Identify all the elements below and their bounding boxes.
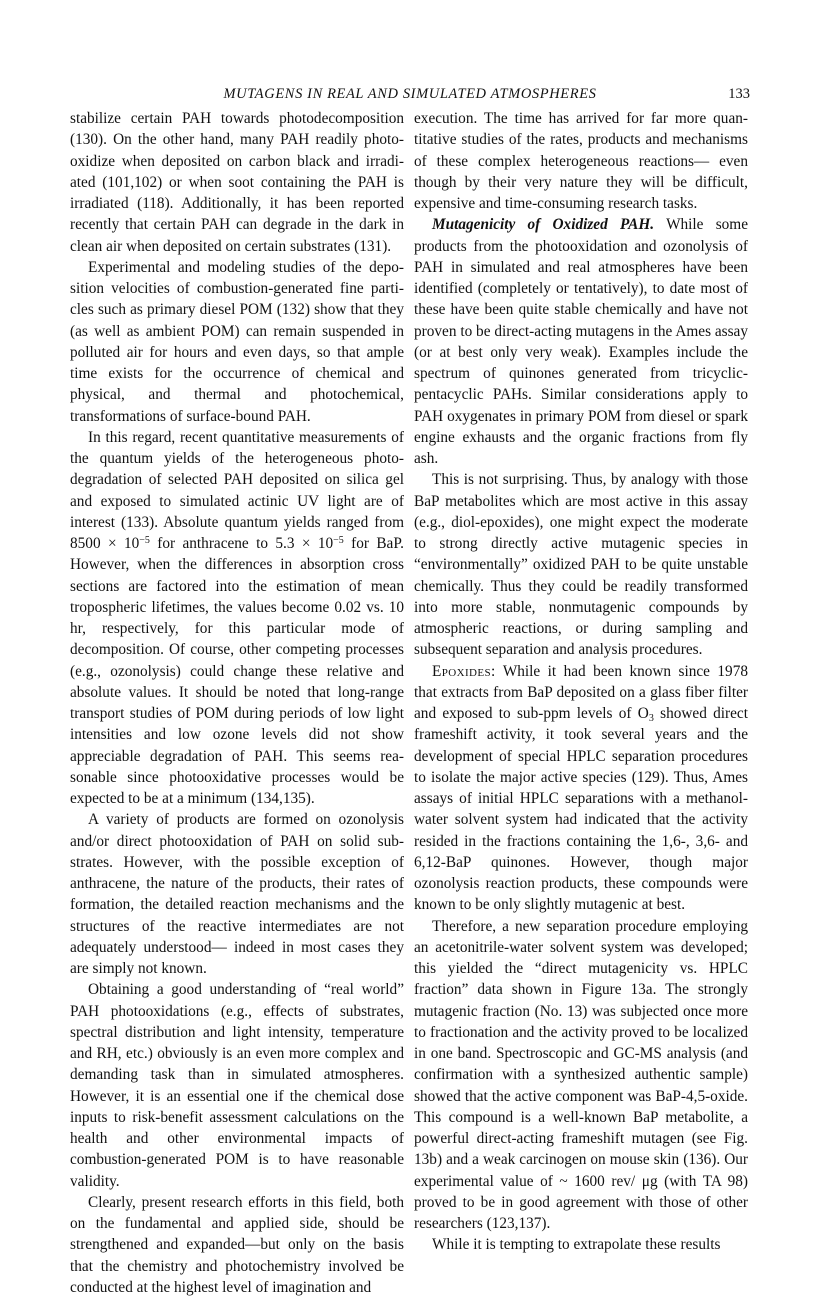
right-column <box>414 108 748 1256</box>
page-number: 133 <box>728 86 750 102</box>
paragraph: Experimental and modeling studies of the deposition velocities of combustion-generated fine particles such as primary diesel POM (132) show that they (as well as ambient POM) can remain suspended in polluted air for hours and even days, so that ample time exists for the occurrence of chemical and physical, and thermal and photochemical, transformations of surface-bound PAH. <box>70 258 404 425</box>
paragraph: This is not surprising. Thus, by analogy with those BaP metabolites which are most active in this assay (e.g., diol-epoxides), one might expect the moderate to strong directly active mutagenic species in “environmentally” oxidized PAH to be quite unstable chemically. Thus they could be readily transformed into more stable, nonmutagenic compounds by atmospheric reactions, or during sampling and subsequent separation and analysis procedures. <box>414 471 748 659</box>
paragraph: While it is tempting to extrapolate these results <box>432 1236 721 1254</box>
paragraph: Obtaining a good understanding of “real world” PAH photooxidations (e.g., effects of substrates, spectral distribution and light intensity, temperature and RH, etc.) obviously is an even more complex and demanding task than in simulated atmospheres. However, it is an essential one if the chemical dose inputs to risk-benefit assessment calculations on the health and other environmental impacts of combustion-generated POM is to have reasonable validity. <box>70 981 404 1190</box>
page-header <box>70 86 750 108</box>
text-run: While it had been known since 1978 that extracts from BaP deposited on a glass fiber filter and exposed to sub-ppm levels of O <box>414 662 748 722</box>
running-head: MUTAGENS IN REAL AND SIMULATED ATMOSPHERES <box>223 86 597 102</box>
paragraph: execution. The time has arrived for far more quantitative studies of the rates, products and mechanisms of these complex heterogeneous reactions— even though by their very nature they will be difficult, expensive and time-consuming research tasks. <box>414 110 748 212</box>
paragraph-quantum-yields <box>70 427 404 810</box>
paragraph: Therefore, a new separation procedure employing an acetonitrile-water solvent system was developed; this yielded the “direct mutagenicity vs. HPLC fraction” data shown in Figure 13a. The strongly mutagenic fraction (No. 13) was subjected once more to fractionation and the activity proved to be localized in one band. Spectroscopic and GC-MS analysis (and confirmation with a synthesized authentic sample) showed that the active component was BaP-4,5-oxide. This compound is a well-known BaP metabolite, a powerful direct-acting frameshift mutagen (see Fig. 13b) and a weak carcinogen on mouse skin (136). Our experimental value of ~ 1600 rev/ μg (with TA 98) proved to be in good agreement with those of other researchers (123,137). <box>414 917 748 1232</box>
left-column <box>70 108 404 1298</box>
text-run: showed direct frameshift activity, it took several years and the development of special HPLC separation procedures to isolate the major active species (129). Thus, Ames assays of initial HPLC separations with a methanol-water solvent system had indicated that the activity resided in the fractions containing the 1,6-, 3,6- and 6,12-BaP quinones. However, though major ozonolysis reaction products, these compounds were known to be only slightly mutagenic at best. <box>414 705 748 914</box>
section-heading: Mutagenicity of Oxidized PAH. <box>432 216 655 234</box>
text-run: In this regard, recent quantitative measurements of the quantum yields of the heterogeneous photodegradation of selected PAH deposited on silica gel and exposed to simulated actinic UV light are of interest (133). Absolute quantum yields ranged from 8500 × 10 <box>70 428 404 552</box>
exponent: −5 <box>139 535 150 546</box>
paragraph: A variety of products are formed on ozonolysis and/or direct photooxidation of PAH on solid substrates. However, with the possible exception of anthracene, the nature of the products, their rates of formation, the detailed reaction mechanisms and the structures of the reactive intermediates are not adequately understood— indeed in most cases they are simply not known. <box>70 811 404 977</box>
subsection-heading: Epoxides: <box>432 662 496 680</box>
paragraph: stabilize certain PAH towards photodecomposition (130). On the other hand, many PAH readily photooxidize when deposited on carbon black and irradiated (101,102) or when soot containing the PAH is irradiated (118). Additionally, it has been reported recently that certain PAH can degrade in the dark in clean air when deposited on certain substrates (131). <box>70 110 404 255</box>
paragraph-mutagenicity <box>414 214 748 469</box>
paragraph-epoxides <box>414 661 748 916</box>
text-run: While some products from the photooxidation and ozonolysis of PAH in simulated and real atmospheres have been identified (completely or tentatively), to date most of these have been quite stable chemically and have not proven to be direct-acting mutagens in the Ames assay (or at best only very weak). Examples include the spectrum of quinones generated from tricyclic-pentacyclic PAHs. Similar considerations apply to PAH oxygenates in primary POM from diesel or spark engine exhausts and the organic fractions from fly ash. <box>414 216 748 467</box>
paragraph: Clearly, present research efforts in this field, both on the fundamental and applied side, should be strengthened and expanded—but only on the basis that the chemistry and photochemistry involved be conducted at the highest level of imagination and <box>70 1193 404 1296</box>
exponent: −5 <box>333 535 344 546</box>
text-run: for anthracene to 5.3 × 10 <box>149 535 334 552</box>
text-run: for BaP. However, when the differences in absorption cross sections are factored into the estimation of mean tropospheric lifetimes, the values become 0.02 vs. 10 hr, respectively, for this particular mode of decomposition. Of course, other competing processes (e.g., ozonolysis) could change these relative and absolute values. It should be noted that long-range transport studies of POM during periods of low light intensities and low ozone levels did not show appreciable degradation of PAH. This seems reasonable since photooxidative processes would be expected to be at a minimum (134,135). <box>70 535 404 807</box>
subscript: 3 <box>648 713 654 724</box>
